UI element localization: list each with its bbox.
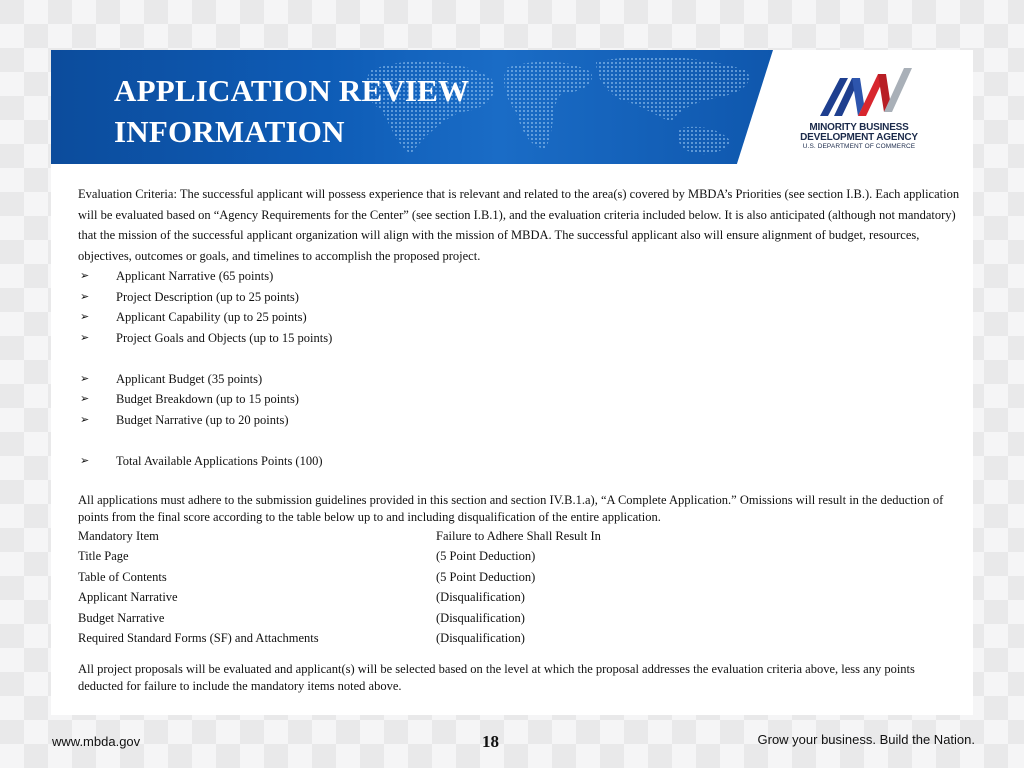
title-line-2: INFORMATION xyxy=(114,114,345,149)
list-item-text: Budget Narrative (up to 20 points) xyxy=(116,412,289,427)
submission-paragraph: All applications must adhere to the submission guidelines provided in this section and section IV.B.1.a), “A Complete Application.” Omissions will result in the deduction of points from the final score according to the table below up to and including disqualification of the entire application. xyxy=(78,492,944,524)
spacer xyxy=(78,348,962,369)
list-item xyxy=(78,287,962,308)
arrow-bullet-icon: ➢ xyxy=(80,330,90,344)
list-item-text: Applicant Narrative (65 points) xyxy=(116,269,274,283)
spacer xyxy=(78,430,962,451)
list-item-text: Applicant Capability (up to 25 points) xyxy=(116,310,307,324)
spacer xyxy=(78,649,962,661)
title-line-1: APPLICATION REVIEW xyxy=(114,73,470,108)
bullet-group-budget xyxy=(78,369,962,431)
list-item xyxy=(78,266,962,287)
arrow-bullet-icon: ➢ xyxy=(80,289,90,303)
table-row xyxy=(78,587,601,608)
list-item xyxy=(78,307,962,328)
list-item-text: Project Description (up to 25 points) xyxy=(116,289,299,304)
slide-content xyxy=(78,184,962,695)
logo-text-line-3: U.S. DEPARTMENT OF COMMERCE xyxy=(802,143,916,150)
list-item xyxy=(78,410,962,431)
list-item-text: Applicant Budget (35 points) xyxy=(116,371,263,386)
footer-url-link[interactable]: www.mbda.gov xyxy=(52,734,141,749)
table-header-cell: Failure to Adhere Shall Result In xyxy=(436,528,601,543)
page-title xyxy=(114,70,574,152)
table-cell: (Disqualification) xyxy=(436,610,525,625)
logo-text-line-2: DEVELOPMENT AGENCY xyxy=(800,132,918,143)
table-header-row xyxy=(78,526,601,547)
table-header-cell: Mandatory Item xyxy=(78,528,159,543)
mandatory-items-table xyxy=(78,526,601,649)
list-item xyxy=(78,389,962,410)
logo-text-line-1: MINORITY BUSINESS xyxy=(809,122,909,133)
arrow-bullet-icon: ➢ xyxy=(80,371,90,385)
list-item xyxy=(78,328,962,349)
intro-paragraph: Evaluation Criteria: The successful applicant will possess experience that is relevant and related to the area(s) covered by MBDA’s Priorities (see section I.B.). Each application will be evaluated based on “Agency Requirements for the Center” (see section I.B.1), and the evaluation criteria included below. It is also anticipated (although not mandatory) that the mission of the successful applicant organization will align with the mission of MBDA. The successful applicant also will ensure alignment of budget, resources, objectives, outcomes or goals, and timelines to accomplish the proposed project. xyxy=(78,187,960,263)
table-cell: Title Page xyxy=(78,549,129,563)
table-cell: (Disqualification) xyxy=(436,631,525,645)
list-item-text: Total Available Applications Points (100) xyxy=(116,453,323,468)
table-cell: (Disqualification) xyxy=(436,590,525,604)
arrow-bullet-icon: ➢ xyxy=(80,392,90,405)
list-item xyxy=(78,451,962,472)
spacer xyxy=(78,471,962,492)
table-row xyxy=(78,567,601,588)
slide xyxy=(51,50,973,715)
page-number: 18 xyxy=(482,732,499,751)
table-cell: Budget Narrative xyxy=(78,610,165,625)
footer-tagline: Grow your business. Build the Nation. xyxy=(757,732,975,747)
table-cell: (5 Point Deduction) xyxy=(436,549,536,563)
header-banner xyxy=(51,50,973,164)
bullet-group-total xyxy=(78,451,962,472)
arrow-bullet-icon: ➢ xyxy=(80,269,90,282)
mbda-logo-icon xyxy=(794,64,924,122)
arrow-bullet-icon: ➢ xyxy=(80,453,90,467)
list-item xyxy=(78,369,962,390)
table-cell: (5 Point Deduction) xyxy=(436,569,536,584)
table-row xyxy=(78,546,601,567)
table-cell: Applicant Narrative xyxy=(78,590,178,604)
bullet-group-narrative xyxy=(78,266,962,348)
closing-paragraph: All project proposals will be evaluated and applicant(s) will be selected based on the level at which the proposal addresses the evaluation criteria above, less any points deducted for failure to include the mandatory items noted above. xyxy=(78,661,915,693)
arrow-bullet-icon: ➢ xyxy=(80,412,90,426)
table-cell: Table of Contents xyxy=(78,569,167,584)
table-cell: Required Standard Forms (SF) and Attachments xyxy=(78,631,319,645)
mbda-logo xyxy=(794,64,924,156)
arrow-bullet-icon: ➢ xyxy=(80,310,90,323)
list-item-text: Budget Breakdown (up to 15 points) xyxy=(116,392,299,406)
table-row xyxy=(78,608,601,629)
list-item-text: Project Goals and Objects (up to 15 points) xyxy=(116,330,333,345)
table-row xyxy=(78,628,601,649)
